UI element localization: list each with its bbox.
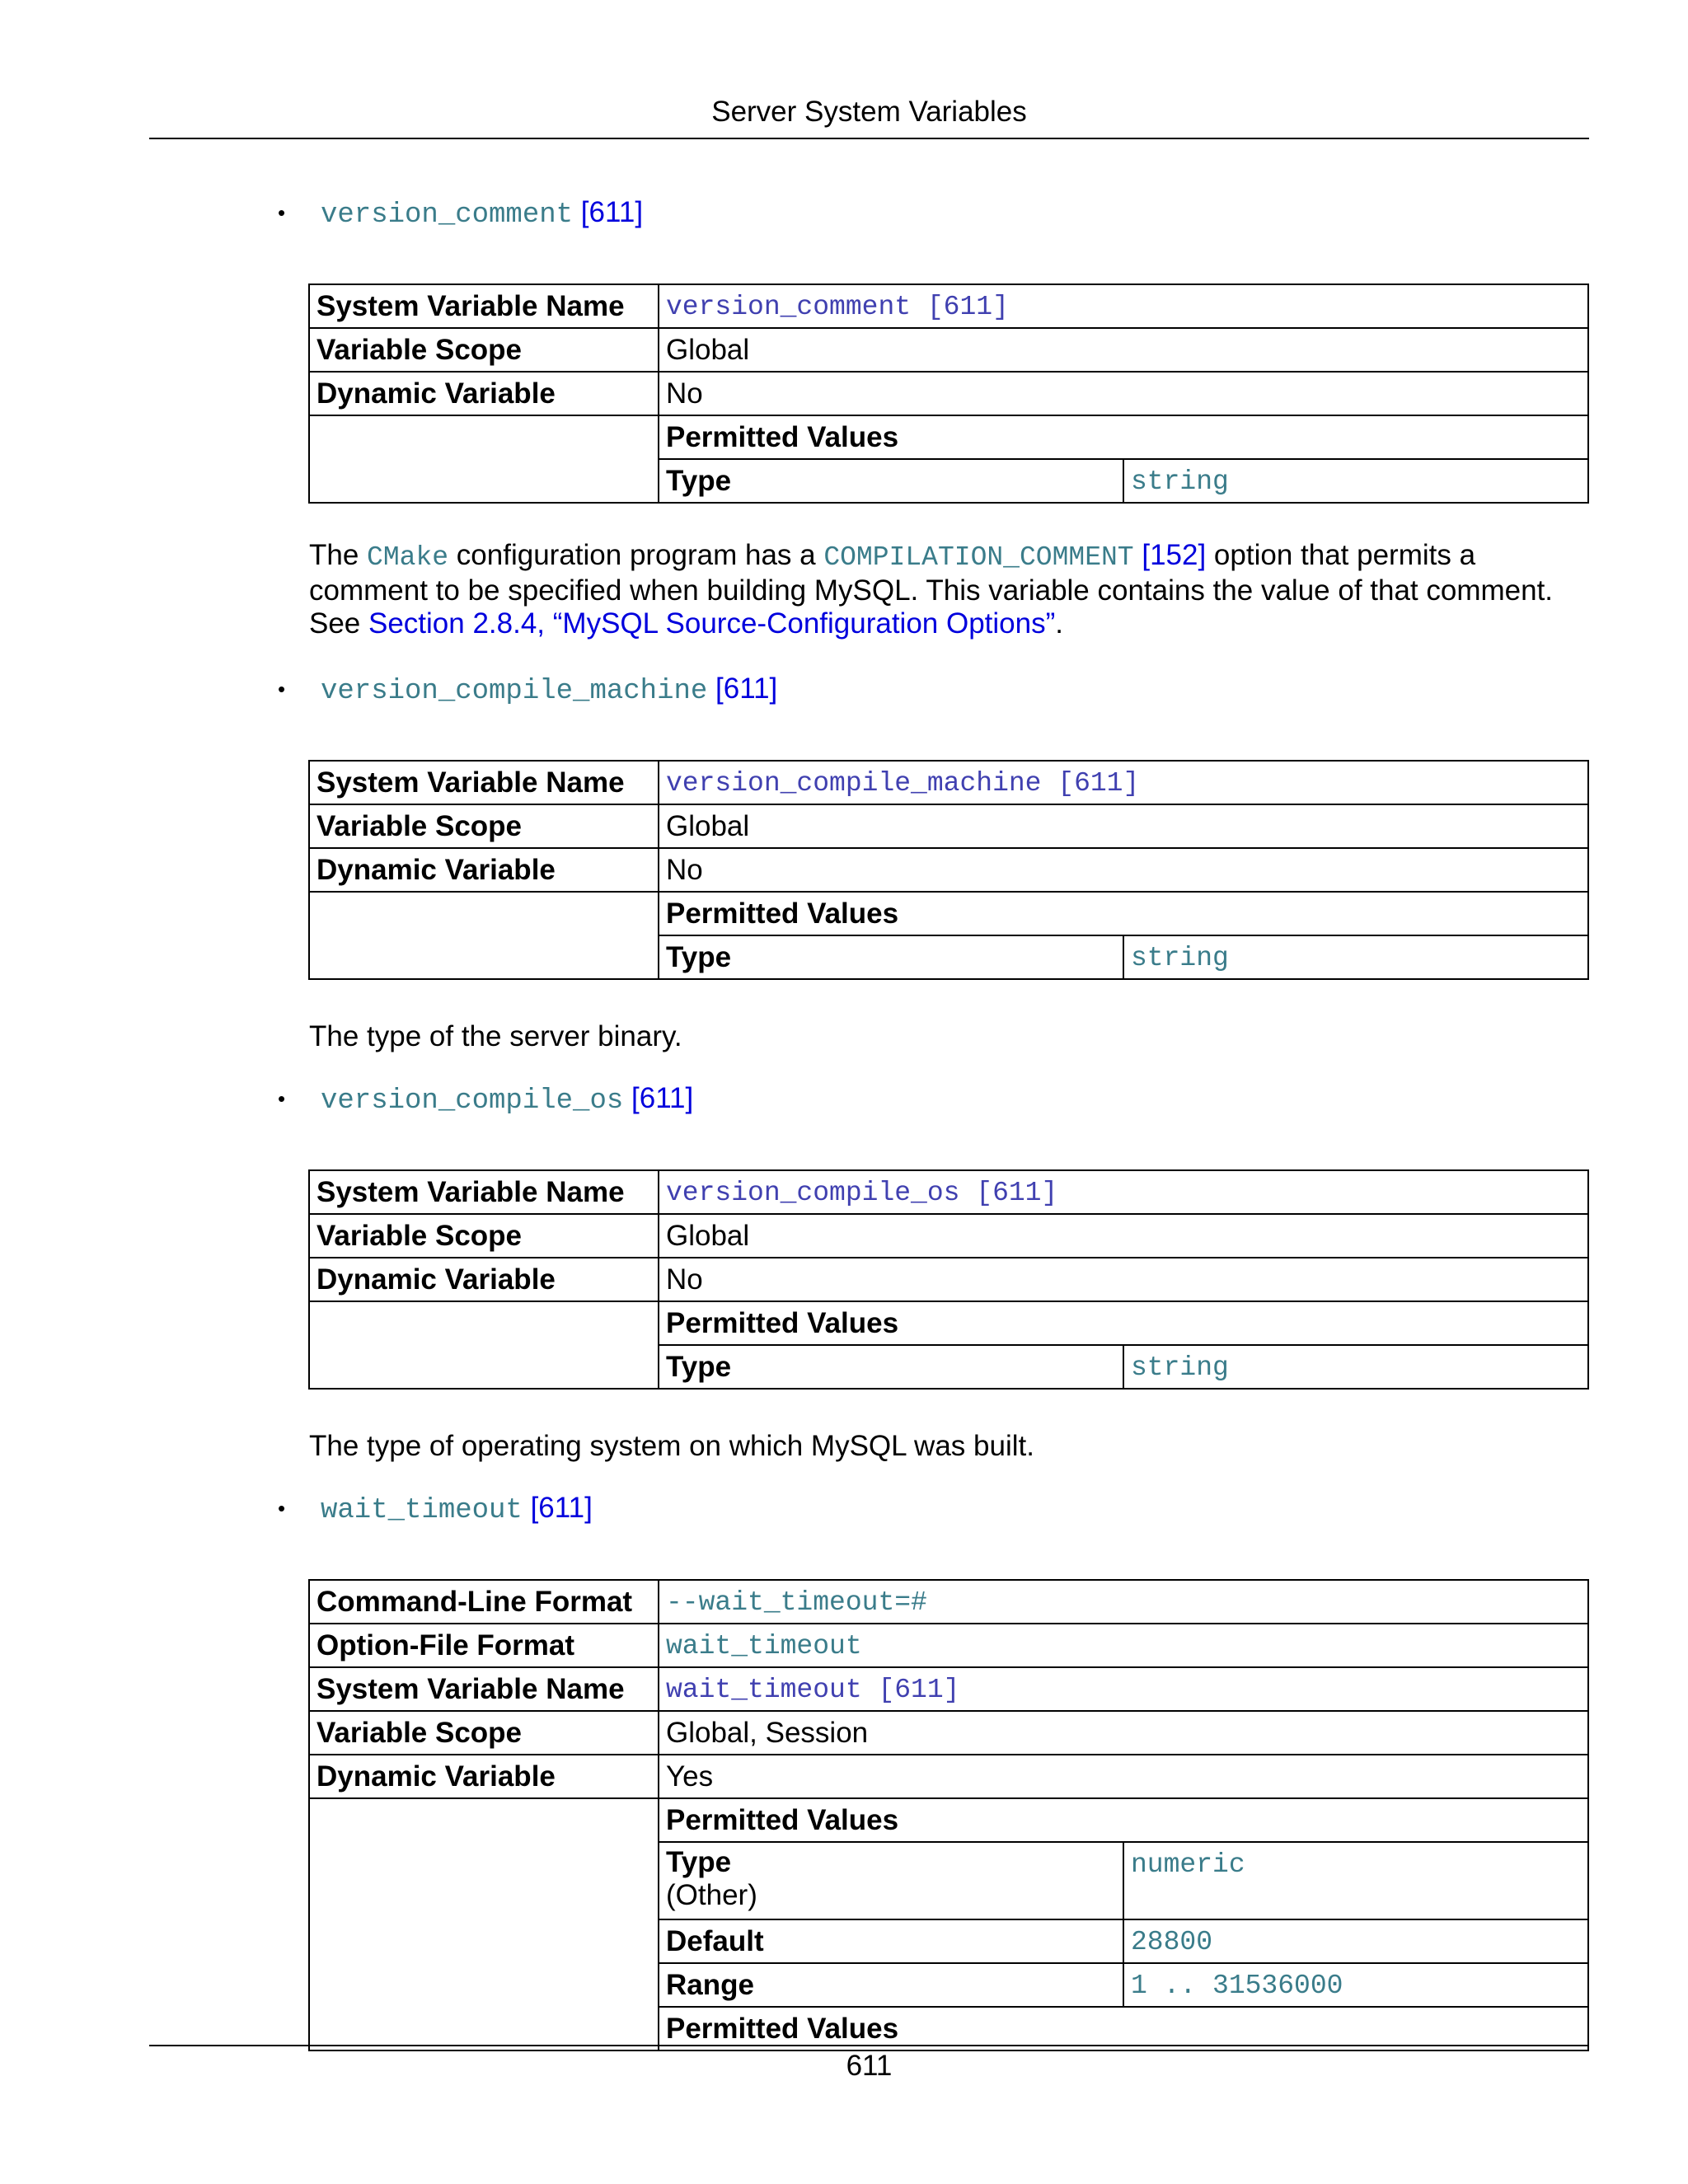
description-version-compile-os: The type of operating system on which MySQL was built. <box>309 1430 1034 1462</box>
row-value: Global <box>659 328 1588 372</box>
type-label: Type <box>659 1345 1123 1389</box>
bullet-dot: • <box>278 677 286 701</box>
variable-table-version-compile-machine <box>308 760 1589 980</box>
page-header-title: Server System Variables <box>711 96 1027 128</box>
command-line-format-value: --wait_timeout=# <box>666 1587 927 1618</box>
row-label: Dynamic Variable <box>309 848 659 892</box>
default-value: 28800 <box>1131 1927 1213 1957</box>
footer-rule <box>149 2045 1589 2046</box>
range-label: Range <box>659 1963 1123 2007</box>
row-label: Dynamic Variable <box>309 372 659 415</box>
variable-table-version-compile-os <box>308 1169 1589 1390</box>
row-value: No <box>659 1258 1588 1301</box>
option-file-format-value: wait_timeout <box>666 1631 862 1661</box>
row-value: Global <box>659 1214 1588 1258</box>
bullet-dot: • <box>278 1496 286 1521</box>
row-label: Dynamic Variable <box>309 1258 659 1301</box>
variable-name-link[interactable]: version_compile_machine <box>321 676 708 707</box>
bullet-dot: • <box>278 1086 286 1111</box>
row-label: Variable Scope <box>309 1214 659 1258</box>
variable-name-link[interactable]: version_compile_os <box>321 1085 624 1117</box>
table-row <box>309 284 1588 328</box>
row-value: Global <box>659 804 1588 848</box>
table-row <box>309 1170 1588 1214</box>
type-note: (Other) <box>666 1879 757 1911</box>
variable-name-link[interactable]: version_comment <box>321 199 574 231</box>
type-label: Type <box>666 1846 732 1878</box>
table-row <box>309 1624 1588 1667</box>
table-row <box>309 761 1588 804</box>
row-value: No <box>659 372 1588 415</box>
row-label: System Variable Name <box>309 1170 659 1214</box>
row-label: Variable Scope <box>309 804 659 848</box>
variable-table-version-comment <box>308 284 1589 504</box>
description-version-compile-machine: The type of the server binary. <box>309 1020 682 1052</box>
table-row <box>309 1301 1588 1345</box>
table-row <box>309 1711 1588 1755</box>
page-ref-link[interactable]: [611] <box>631 1082 694 1114</box>
table-row <box>309 1258 1588 1301</box>
row-label: Option-File Format <box>309 1624 659 1667</box>
table-row <box>309 372 1588 415</box>
type-value: numeric <box>1131 1849 1245 1880</box>
bullet-dot: • <box>278 200 286 225</box>
empty-cell <box>309 892 659 979</box>
system-variable-name-link[interactable]: version_compile_machine [611] <box>666 768 1140 799</box>
compilation-comment-link[interactable]: COMPILATION_COMMENT <box>823 542 1134 573</box>
row-label: System Variable Name <box>309 1667 659 1711</box>
default-label: Default <box>659 1919 1123 1963</box>
page-ref-link[interactable]: [152] <box>1142 539 1207 571</box>
table-row <box>309 848 1588 892</box>
table-row <box>309 804 1588 848</box>
description-text: The <box>309 539 368 571</box>
system-variable-name-link[interactable]: wait_timeout [611] <box>666 1675 960 1705</box>
type-label: Type <box>659 459 1123 503</box>
variable-table-wait-timeout <box>308 1579 1589 2051</box>
row-label: Variable Scope <box>309 328 659 372</box>
section-link[interactable]: Section 2.8.4, “MySQL Source-Configuration Options” <box>368 607 1056 640</box>
type-label-cell <box>659 1842 1123 1919</box>
variable-name-link[interactable]: wait_timeout <box>321 1495 523 1526</box>
row-label: System Variable Name <box>309 761 659 804</box>
row-label: Dynamic Variable <box>309 1755 659 1798</box>
type-value: string <box>1131 1352 1229 1383</box>
system-variable-name-link[interactable]: version_compile_os [611] <box>666 1178 1058 1208</box>
permitted-values-heading: Permitted Values <box>659 1301 1588 1345</box>
table-row <box>309 1755 1588 1798</box>
row-value: No <box>659 848 1588 892</box>
permitted-values-heading: Permitted Values <box>659 1798 1588 1842</box>
table-row <box>309 1580 1588 1624</box>
row-label: System Variable Name <box>309 284 659 328</box>
empty-cell <box>309 1798 659 2050</box>
table-row <box>309 1798 1588 1842</box>
description-version-comment <box>309 539 1595 640</box>
table-row <box>309 1667 1588 1711</box>
row-label: Command-Line Format <box>309 1580 659 1624</box>
system-variable-name-link[interactable]: version_comment [611] <box>666 292 1009 322</box>
type-value: string <box>1131 466 1229 497</box>
description-text: configuration program has a <box>448 539 824 571</box>
range-value: 1 .. 31536000 <box>1131 1971 1343 2001</box>
row-label: Variable Scope <box>309 1711 659 1755</box>
table-row <box>309 415 1588 459</box>
page-ref-link[interactable]: [611] <box>580 196 644 228</box>
permitted-values-heading: Permitted Values <box>659 415 1588 459</box>
page-ref-link[interactable]: [611] <box>715 673 778 705</box>
permitted-values-heading: Permitted Values <box>659 892 1588 935</box>
description-text: option that permits a comment to be specified when building MySQL. This variable contains the value of that comment. See <box>309 539 1554 640</box>
type-label: Type <box>659 935 1123 979</box>
row-value: Global, Session <box>659 1711 1588 1755</box>
description-text: . <box>1055 607 1064 640</box>
empty-cell <box>309 415 659 503</box>
page-number: 611 <box>846 2050 893 2082</box>
table-row <box>309 1214 1588 1258</box>
table-row <box>309 328 1588 372</box>
row-value: Yes <box>659 1755 1588 1798</box>
empty-cell <box>309 1301 659 1389</box>
table-row <box>309 892 1588 935</box>
permitted-values-heading-2: Permitted Values <box>659 2007 1588 2050</box>
header-rule <box>149 138 1589 139</box>
page-ref-link[interactable]: [611] <box>530 1492 593 1524</box>
cmake-link[interactable]: CMake <box>367 542 449 573</box>
type-value: string <box>1131 943 1229 973</box>
